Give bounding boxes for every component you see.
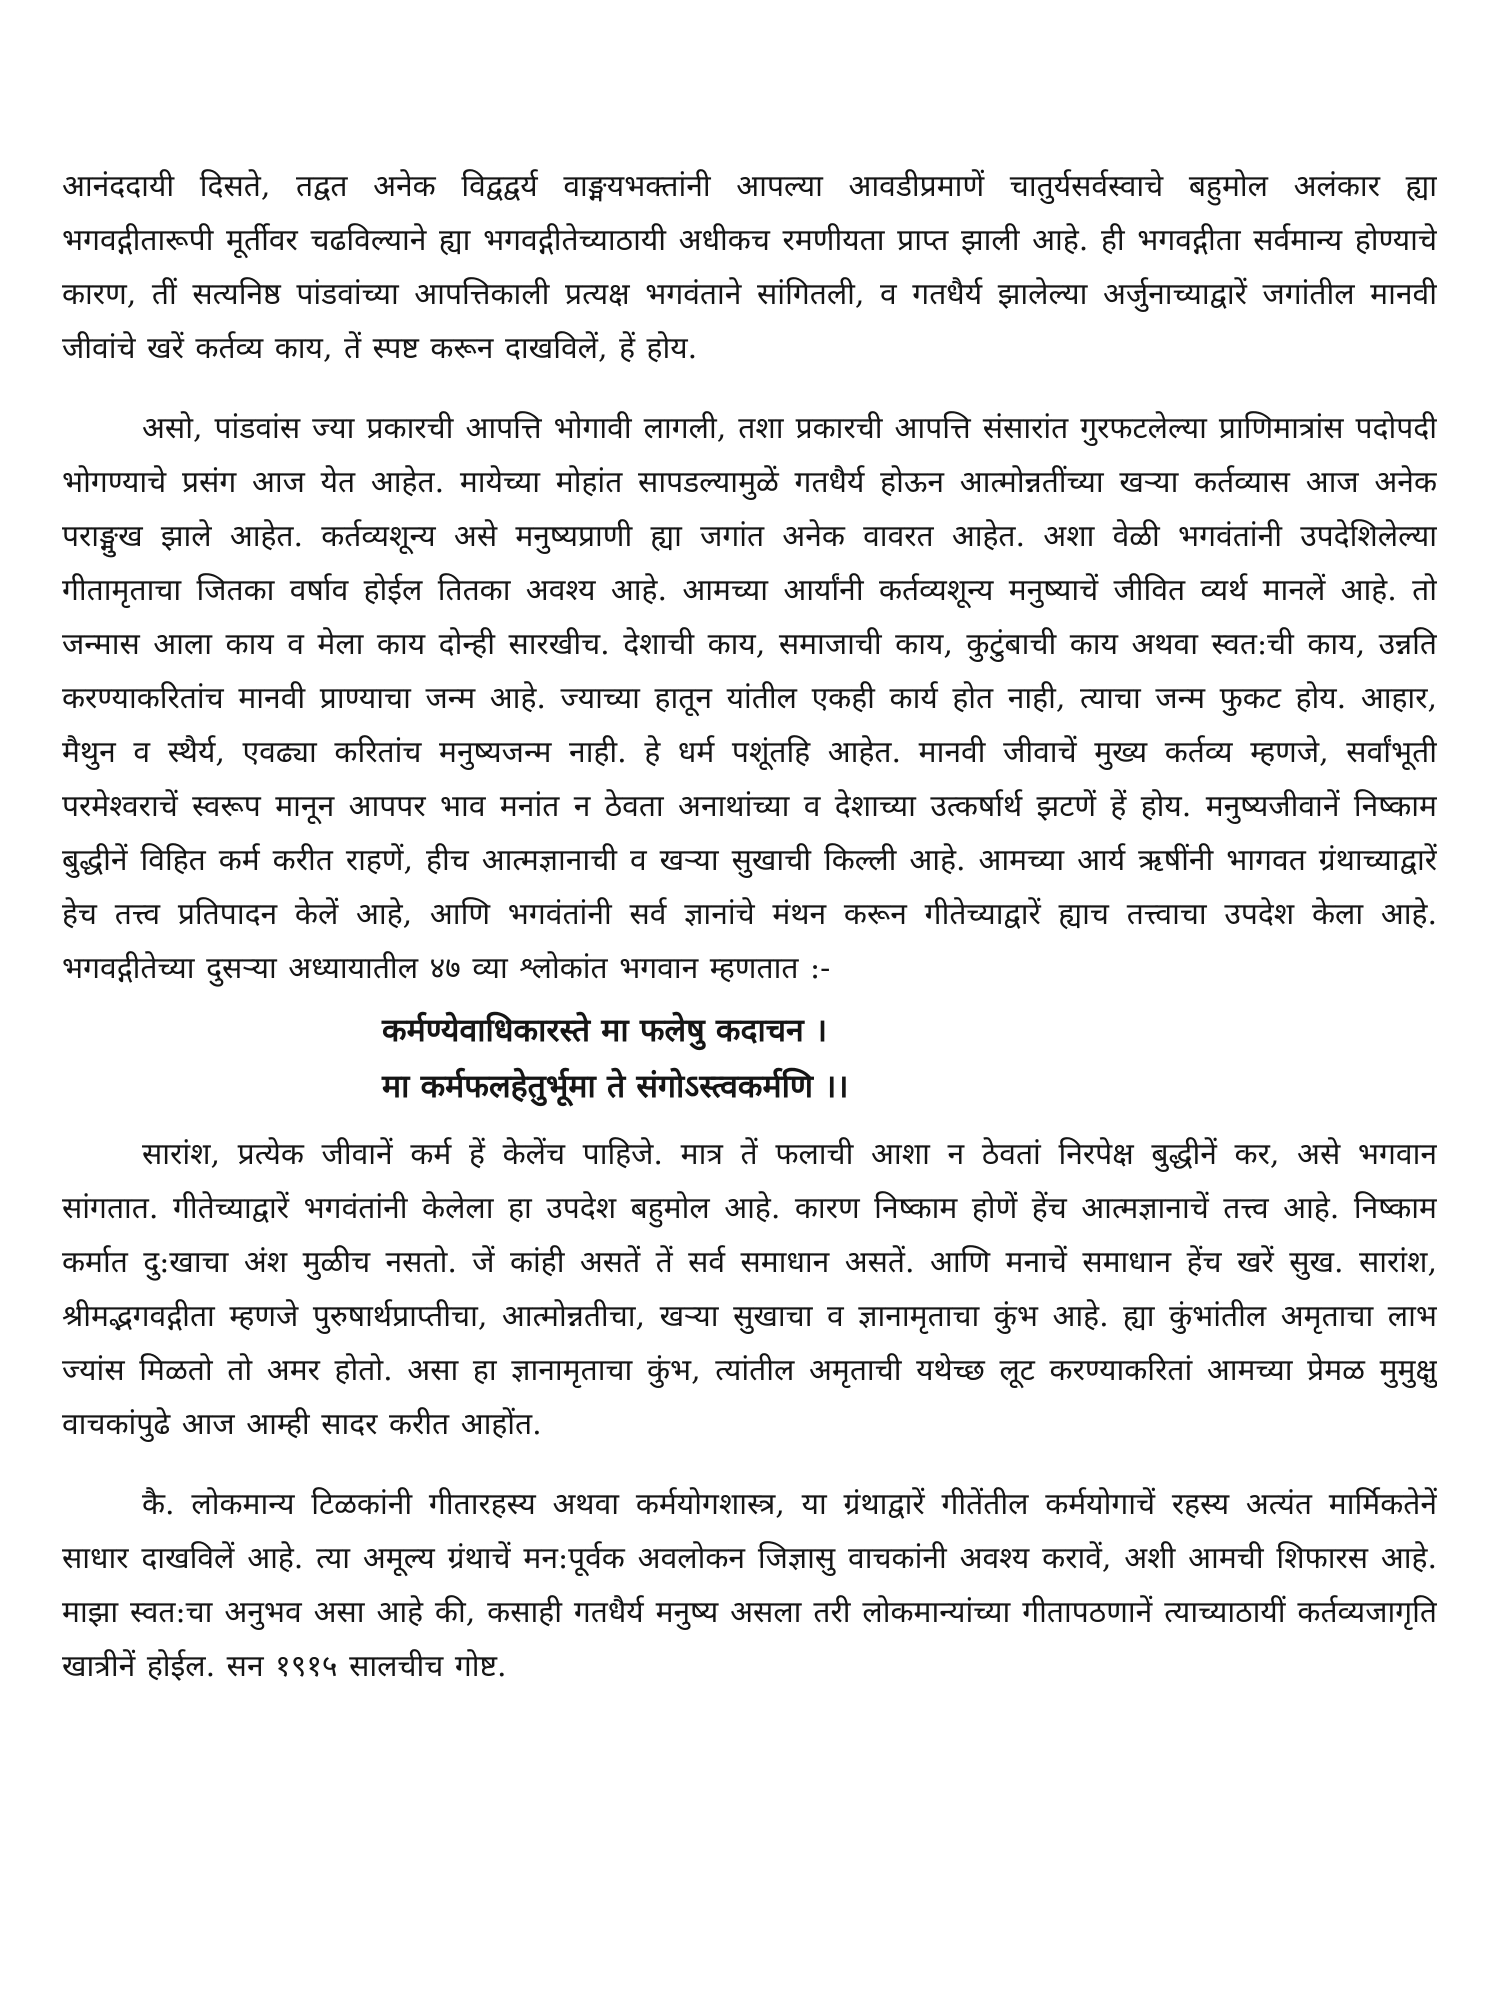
verse-line-1: कर्मण्येवाधिकारस्ते मा फलेषु कदाचन ।	[382, 1011, 828, 1049]
verse-line-2: मा कर्मफलहेतुर्भूमा ते संगोऽस्त्वकर्मणि ।।	[382, 1067, 849, 1105]
document-page	[62, 160, 1437, 1960]
paragraph-4: कै. लोकमान्य टिळकांनी गीतारहस्य अथवा कर्मयोगशास्त्र, या ग्रंथाद्वारें गीतेंतील कर्मयोगाचें रहस्य अत्यंत मार्मिकतेनें साधार दाखविलें आहे. त्या अमूल्य ग्रंथाचें मन:पूर्वक अवलोकन जिज्ञासु वाचकांनी अवश्य करावें, अशी आमची शिफारस आहे. माझा स्वत:चा अनुभव असा आहे की, कसाही गतधैर्य मनुष्य असला तरी लोकमान्यांच्या गीतापठणानें त्याच्याठायीं कर्तव्यजागृति खात्रीनें होईल. सन १९१५ सालचीच गोष्ट.	[62, 1487, 1437, 1684]
paragraph-2: असो, पांडवांस ज्या प्रकारची आपत्ति भोगावी लागली, तशा प्रकारची आपत्ति संसारांत गुरफटलेल्या प्राणिमात्रांस पदोपदी भोगण्याचे प्रसंग आज येत आहेत. मायेच्या मोहांत सापडल्यामुळें गतधैर्य होऊन आत्मोन्नतींच्या खऱ्या कर्तव्यास आज अनेक पराङ्मुख झाले आहेत. कर्तव्यशून्य असे मनुष्यप्राणी ह्या जगांत अनेक वावरत आहेत. अशा वेळी भगवंतांनी उपदेशिलेल्या गीतामृताचा जितका वर्षाव होईल तितका अवश्य आहे. आमच्या आर्यांनी कर्तव्यशून्य मनुष्याचें जीवित व्यर्थ मानलें आहे. तो जन्मास आला काय व मेला काय दोन्ही सारखीच. देशाची काय, समाजाची काय, कुटुंबाची काय अथवा स्वत:ची काय, उन्नति करण्याकरितांच मानवी प्राण्याचा जन्म आहे. ज्याच्या हातून यांतील एकही कार्य होत नाही, त्याचा जन्म फुकट होय. आहार, मैथुन व स्थैर्य, एवढ्या करितांच मनुष्यजन्म नाही. हे धर्म पशूंतहि आहेत. मानवी जीवाचें मुख्य कर्तव्य म्हणजे, सर्वांभूती परमेश्वराचें स्वरूप मानून आपपर भाव मनांत न ठेवता अनाथांच्या व देशाच्या उत्कर्षार्थ झटणें हें होय. मनुष्यजीवानें निष्काम बुद्धीनें विहित कर्म करीत राहणें, हीच आत्मज्ञानाची व खऱ्या सुखाची किल्ली आहे. आमच्या आर्य ऋषींनी भागवत ग्रंथाच्याद्वारें हेच तत्त्व प्रतिपादन केलें आहे, आणि भगवंतांनी सर्व ज्ञानांचे मंथन करून गीतेच्याद्वारें ह्याच तत्त्वाचा उपदेश केला आहे. भगवद्गीतेच्या दुसऱ्या अध्यायातील ४७ व्या श्लोकांत भगवान म्हणतात :-	[62, 411, 1437, 986]
paragraph-3: सारांश, प्रत्येक जीवानें कर्म हें केलेंच पाहिजे. मात्र तें फलाची आशा न ठेवतां निरपेक्ष बुद्धीनें कर, असे भगवान सांगतात. गीतेच्याद्वारें भगवंतांनी केलेला हा उपदेश बहुमोल आहे. कारण निष्काम होणें हेंच आत्मज्ञानाचें तत्त्व आहे. निष्काम कर्मात दु:खाचा अंश मुळीच नसतो. जें कांही असतें तें सर्व समाधान असतें. आणि मनाचें समाधान हेंच खरें सुख. सारांश, श्रीमद्भगवद्गीता म्हणजे पुरुषार्थप्राप्तीचा, आत्मोन्नतीचा, खऱ्या सुखाचा व ज्ञानामृताचा कुंभ आहे. ह्या कुंभांतील अमृताचा लाभ ज्यांस मिळतो तो अमर होतो. असा हा ज्ञानामृताचा कुंभ, त्यांतील अमृताची यथेच्छ लूट करण्याकरितां आमच्या प्रेमळ मुमुक्षु वाचकांपुढे आज आम्ही सादर करीत आहोंत.	[62, 1137, 1437, 1442]
sanskrit-verse	[62, 1002, 1437, 1114]
paragraph-1: आनंददायी दिसते, तद्वत अनेक विद्वद्वर्य वाङ्मयभक्तांनी आपल्या आवडीप्रमाणें चातुर्यसर्वस्वाचे बहुमोल अलंकार ह्या भगवद्गीतारूपी मूर्तीवर चढविल्याने ह्या भगवद्गीतेच्याठायी अधीकच रमणीयता प्राप्त झाली आहे. ही भगवद्गीता सर्वमान्य होण्याचे कारण, तीं सत्यनिष्ठ पांडवांच्या आपत्तिकाली प्रत्यक्ष भगवंताने सांगितली, व गतधैर्य झालेल्या अर्जुनाच्याद्वारें जगांतील मानवी जीवांचे खरें कर्तव्य काय, तें स्पष्ट करून दाखविलें, हें होय.	[62, 169, 1437, 366]
